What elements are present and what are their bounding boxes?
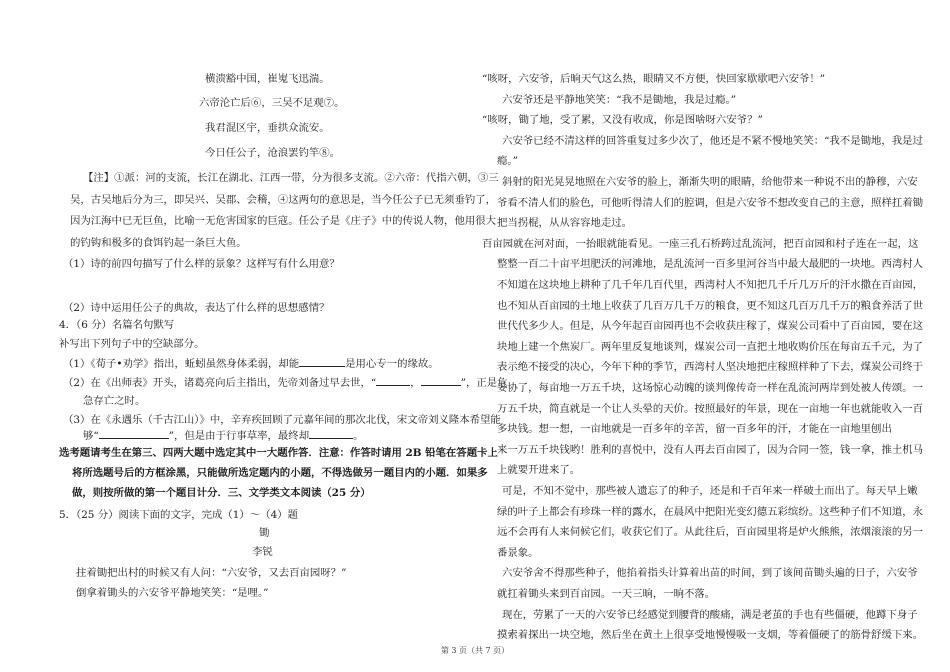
note-line: 因为江海中已无巨鱼，比喻一无危害国家的巨寇。任公子是《庄子》中的传说人物，他用很大: [70, 215, 497, 227]
story-line: 拄着锄把出村的时候又有人问：“六安爷，又去百亩园呀？”: [76, 567, 347, 579]
answer-blank[interactable]: [299, 356, 345, 367]
poem-line: 六帝沦亡后⑥，三吴不足观⑦。: [199, 97, 345, 109]
note-line: 的钓钩和极多的食饵钓起一条巨大鱼。: [70, 237, 247, 249]
question-4-2-cont: 急存亡之时。: [83, 395, 146, 407]
story-line: 把当拐棍，从从容容地走过。: [497, 217, 633, 230]
poem-line: 横溃豁中国，崔嵬飞迅湍。: [205, 73, 330, 85]
answer-blank[interactable]: [309, 428, 353, 439]
answer-blank[interactable]: [421, 375, 461, 386]
question-4-1: （1）《荀子•劝学》指出，蚯蚓虽然身体柔弱，却能 是用心专一的缘故。: [63, 358, 439, 370]
poem-line: 我君混区宇，垂拱众流安。: [205, 122, 330, 134]
story-line: 倒拿着锄头的六安爷平静地笑笑：“是哩。”: [76, 587, 269, 599]
story-line: 表示绝不接受的决心，今年下种的季节，西湾村人坚决地把庄稼照样种了下去，煤炭公司终于: [497, 361, 924, 374]
story-title: 锄: [259, 527, 270, 539]
story-line: 摸索着探出一块空地，然后坐在黄土上很享受地慢慢吸一支烟，等着僵硬了的筋骨舒缓下来。: [497, 629, 924, 642]
story-line: 六安爷还是平静地笑笑：“我不是锄地，我是过瘾。”: [502, 93, 737, 106]
question-5: 5．（25 分）阅读下面的文字，完成（1）～（4）题: [59, 509, 298, 521]
story-line: 番景象。: [497, 546, 539, 559]
poem-line: 今日任公子，沧浪罢钓竿⑧。: [205, 147, 341, 159]
story-line: 百亩园就在河对面，一抬眼就能看见。一座三孔石桥跨过乱流河，把百亩园和村子连在一起，这: [482, 237, 919, 250]
note-line: 吴，古吴地后分为三，即吴兴、吴郡、会稽，④这两句的意思是，当今任公子已无须垂钓了，: [70, 194, 497, 206]
story-line: “咳呀，六安爷，后晌天气这么热，眼睛又不方便，快回家歇歇吧六安爷！”: [482, 73, 826, 85]
story-line: 六安爷已经不清这样的回答重复过多少次了，他还是不紧不慢地笑笑：“我不是锄地，我是过: [502, 134, 923, 147]
question-4-3-cont: 够“ ”，但是由于行事草率，最终却 。: [83, 430, 364, 442]
answer-blank[interactable]: [376, 375, 410, 386]
story-line: 瘾。”: [497, 155, 518, 168]
story-line: 可是，不知不觉中，那些被人遗忘了的种子，还是和千百年来一样破土而出了。每天早上嫩: [502, 485, 918, 497]
story-author: 李锐: [252, 546, 273, 558]
question-4-title: 4．（6 分）名篇名句默写: [59, 319, 175, 331]
story-line: 世代代多少人。但是，从今年起百亩园再也不会收获庄稼了，煤炭公司看中了百亩园，要在这: [497, 320, 924, 333]
instruction-line: 选考题请考生在第三、四两大题中选定其中一大题作答．注意：作答时请用 2B 铅笔在答题卡上: [59, 447, 498, 459]
answer-blank[interactable]: [99, 428, 169, 439]
story-line: 块地上建一个焦炭厂。两年里反复地谈判，煤炭公司一直把土地收购价压在每亩五千元，为了: [497, 340, 924, 353]
story-line: 多块钱。想一想，一亩地就是一百多年的辛苦，留一百多年的汗，才能在一亩地里刨出: [497, 423, 892, 436]
question-2: （2）诗中运用任公子的典故，表达了什么样的思想感情？: [63, 302, 330, 314]
story-line: 来一万五千块钱哟！胜利的喜悦中，没有人再去百亩园了，因为合同一签，钱一拿，推土机马: [497, 443, 924, 456]
story-line: 万五千块，简直就是一个让人头晕的天价。按照最好的年景，现在一亩地一年也就能收入一百: [497, 402, 924, 415]
story-line: 远不会再有人来伺候它们，收获它们了。从此往后，百亩园里将是炉火熊熊，浓烟滚滚的另一: [497, 526, 924, 539]
story-line: 不知道在这块地上耕种了几千年几百代里，西湾村人不知把几千斤几万斤的汗水撒在百亩园，: [497, 279, 924, 291]
story-line: 也不知从百亩园的土地上收获了几百万几千万的粮食，更不知这几百万几千万的粮食养活了世: [497, 299, 924, 312]
question-4-intro: 补写出下列句子中的空缺部分。: [59, 338, 205, 350]
story-line: 爷看不清人们的脸色，可他听得清人们的腔调，但是六安爷不想改变自己的主意，照样扛着锄: [497, 196, 924, 209]
instruction-line: 做，则按所做的第一个题目计分．三、文学类文本阅读（25 分）: [72, 487, 371, 499]
story-line: 现在，劳累了一天的六安爷已经感觉到腰背的酸痛，满是老茧的手也有些僵硬，他蹲下身子: [502, 608, 918, 621]
question-4-3: （3）在《永遇乐（千古江山）》中，辛弃疾回顾了元嘉年间的那次北伐，宋文帝刘义隆本希望能: [63, 414, 501, 426]
story-line: 整整一百二十亩平坦肥沃的河滩地，是乱流河一百多里河谷当中最大最肥的一块地。西湾村人: [497, 258, 924, 271]
instruction-line: 将所选题号后的方框涂黑，只能做所选定题内的小题，不得选做另一题目内的小题．如果多: [72, 467, 488, 479]
story-line: 上就要开进来了。: [497, 464, 581, 477]
story-line: 六安爷舍不得那些种子，他掐着指头计算着出苗的时间，到了该间苗锄头遍的日子，六安爷: [502, 567, 918, 580]
story-line: 绿的叶子上都会有珍珠一样的露水，在晨风中把阳光变幻德五彩缤纷。这些种子们不知道，永: [497, 505, 924, 518]
question-4-2: （2）在《出师表》开头，诸葛亮向后主指出，先帝刘备过早去世，“ ， ”，正是危: [63, 377, 508, 389]
story-line: “咳呀，锄了地，受了累，又没有收成，你是图啥呀六安爷？”: [482, 114, 763, 127]
story-line: 斜射的阳光晃晃地照在六安爷的脸上，渐渐失明的眼睛，给他带来一种说不出的静穆，六安: [502, 176, 918, 188]
note-line: 【注】①派：河的支流，长江在湖北、江西一带，分为很多支流。②六帝：代指六朝，③三: [83, 172, 499, 184]
story-line: 就扛着锄头来到百亩园。一天三晌，一晌不落。: [497, 588, 716, 600]
question-1: （1）诗的前四句描写了什么样的景象？这样写有什么用意？: [63, 258, 340, 270]
story-line: 妥协了，每亩地一万五千块，这场惊心动魄的谈判像传奇一样在乱流河两岸到处被人传颂。一: [497, 382, 924, 394]
page-footer: 第 3 页（共 7 页）: [440, 646, 510, 655]
